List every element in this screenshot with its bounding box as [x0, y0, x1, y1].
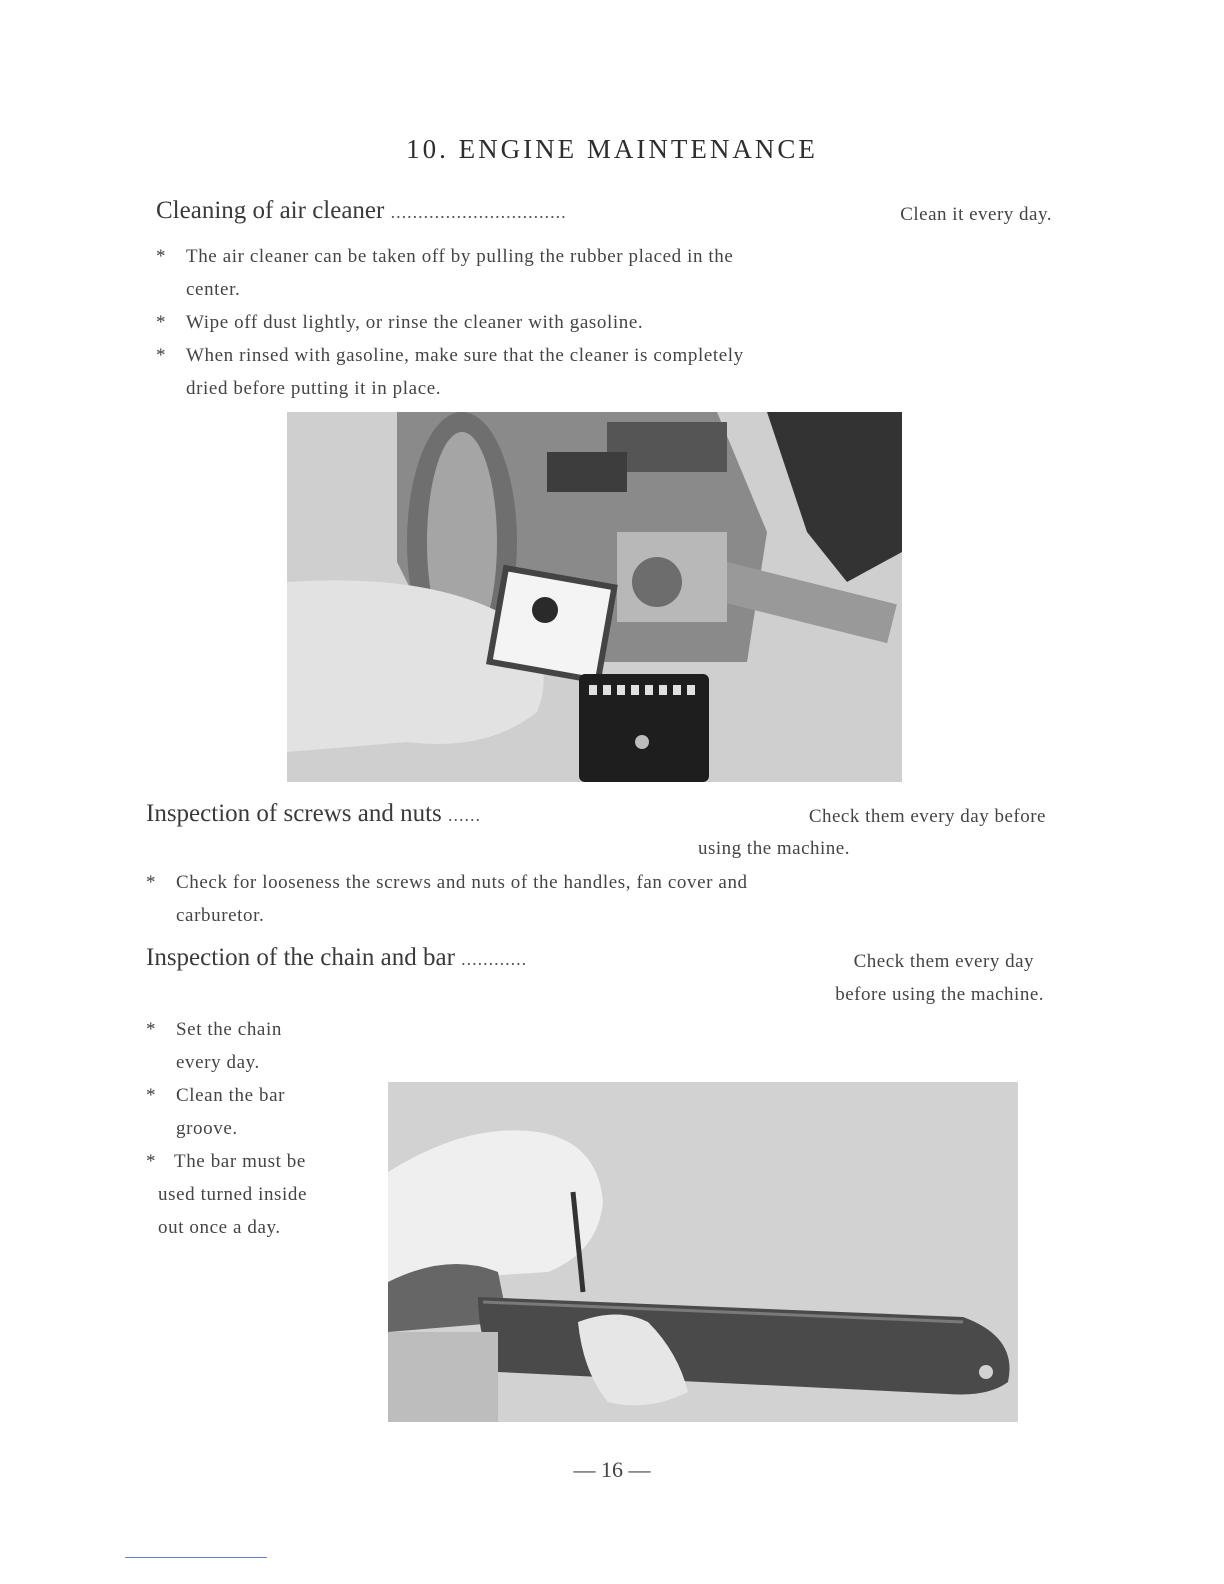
list-item: * When rinsed with gasoline, make sure that the cleaner is completely dried before putting it in place.	[156, 345, 744, 399]
page-number: — 16 —	[573, 1457, 651, 1482]
air-cleaner-heading-row	[156, 197, 567, 225]
air-cleaner-photo	[287, 412, 902, 782]
chain-bullets	[146, 1013, 386, 1244]
bar-cleaning-illustration	[388, 1082, 1018, 1422]
chain-frequency-line1: Check them every day	[853, 951, 1034, 972]
screws-heading: Inspection of screws and nuts	[146, 800, 442, 827]
screws-heading-row	[146, 800, 481, 828]
list-item: * The air cleaner can be taken off by pulling the rubber placed in the center.	[156, 246, 734, 300]
screws-frequency-line2: using the machine.	[698, 838, 850, 859]
air-cleaner-bullets	[156, 240, 1056, 405]
footer-line	[125, 1557, 267, 1558]
chain-frequency-line2: before using the machine.	[835, 984, 1044, 1005]
list-item: * Set the chain every day.	[146, 1019, 282, 1073]
air-cleaner-dots: ................................	[390, 202, 567, 222]
list-item: * Clean the bar groove.	[146, 1085, 286, 1139]
air-cleaner-frequency: Clean it every day.	[900, 204, 1052, 225]
list-item: * The bar must be used turned inside out once a day.	[146, 1151, 308, 1238]
chain-heading-row	[146, 944, 527, 972]
page-title: 10. ENGINE MAINTENANCE	[406, 134, 818, 164]
list-item: * Wipe off dust lightly, or rinse the cleaner with gasoline.	[156, 312, 644, 333]
screws-bullets	[146, 866, 1056, 932]
chain-heading: Inspection of the chain and bar	[146, 944, 455, 971]
screws-dots: ......	[448, 805, 482, 825]
chain-dots: ............	[461, 949, 528, 969]
air-cleaner-illustration	[287, 412, 902, 782]
air-cleaner-heading: Cleaning of air cleaner	[156, 197, 385, 224]
screws-frequency-line1: Check them every day before	[808, 806, 1046, 827]
list-item: * Check for looseness the screws and nuts of the handles, fan cover and carburetor.	[146, 872, 748, 926]
bar-cleaning-photo	[388, 1082, 1018, 1422]
air-cleaner-frequency-row	[900, 199, 1052, 227]
